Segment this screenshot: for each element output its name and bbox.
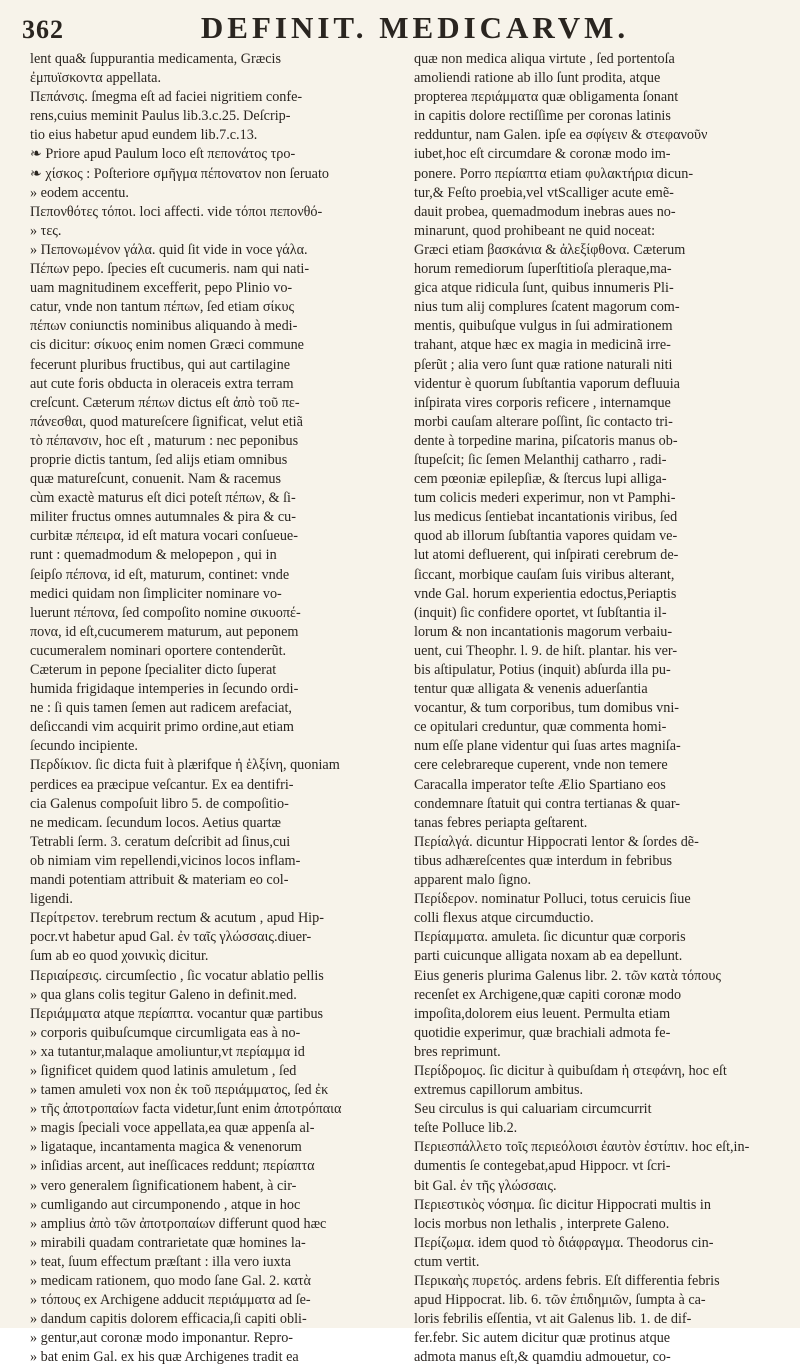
text-line: cucumeralem nominari oportere contenderũt.: [30, 642, 287, 659]
text-line: dauit probea, quemadmodum inebras aues no-: [414, 203, 676, 220]
text-line: Περιεστικὸς νόσημα. ſic dicitur Hippocrati multis in: [414, 1196, 711, 1213]
text-line: dumentis ſe contegebat,apud Hippocr. vt ſcri-: [414, 1158, 671, 1175]
text-line: mandi potentiam attribuit & materiam eo col-: [30, 872, 289, 889]
text-line: τὸ πέπανσιν, hoc eſt , maturum : nec peponibus: [30, 432, 299, 449]
text-line: » cumligando aut circumponendo , atque in hoc: [30, 1196, 301, 1213]
text-line: ſiccant, morbique cauſam ſuis viribus alterant,: [414, 566, 675, 583]
text-line: tentur quæ alligata & venenis aduerſantia: [414, 681, 648, 698]
text-line: Πεπονθότες τόποι. loci affecti. vide τόποι πεπονθό-: [30, 203, 323, 220]
text-line: colli flexus atque circumductio.: [414, 910, 594, 927]
text-line: videntur è quorum ſubſtantia vaporum defluuia: [414, 375, 680, 392]
text-line: tanas febres periapta geſtarent.: [414, 814, 588, 831]
text-line: Περίδερον. nominatur Polluci, totus ceruicis ſiue: [414, 891, 691, 908]
text-line: » τῆς ἀποτροπαίων facta videtur,ſunt enim ἀποτρόπαια: [30, 1101, 342, 1118]
text-line: tibus adhæreſcentes quæ interdum in febribus: [414, 852, 673, 869]
page-header: [22, 10, 778, 50]
text-line: recenſet ex Archigene,quæ capiti coronæ modo: [414, 986, 682, 1003]
text-line: bis aſtipulatur, Potius (inquit) abſurda illa pu-: [414, 662, 671, 678]
text-line: nius tum alij complures ſcatent magorum com-: [414, 299, 680, 316]
text-line: deſiccandi vim acquirit primo ordine,aut etiam: [30, 719, 294, 736]
text-line: locis morbus non lethalis , interprete Galeno.: [414, 1215, 670, 1232]
text-line: ob nimiam vim repellendi,vicinos locos inflam-: [30, 852, 301, 869]
text-line: ſtupeſcit; ſic ſemen Melanthij catharro , radi-: [414, 451, 667, 468]
text-line: quæ non medica aliqua virtute , ſed portentoſa: [414, 51, 675, 67]
text-line: » mirabili quadam contrarietate quæ homines la-: [30, 1234, 306, 1251]
text-line: apud Hippocrat. lib. 6. τῶν ἐπιδημιῶν, ſumpta à ca-: [414, 1292, 706, 1309]
text-line: creſcunt. Cæterum πέπων dictus eſt ἀπὸ τοῦ πε-: [30, 394, 300, 411]
text-line: » eodem accentu.: [30, 184, 129, 201]
text-line: apparent malo ſigno.: [414, 872, 532, 889]
text-line: perdices ea præcipue veſcantur. Ex ea dentifri-: [30, 776, 294, 793]
text-line: propterea περιάμματα quæ obligamenta ſonant: [414, 89, 679, 106]
text-line: » qua glans colis tegitur Galeno in definit.med.: [30, 986, 297, 1003]
text-line: Caracalla imperator teſte Ælio Spartiano eos: [414, 776, 666, 793]
text-line: cùm exactè maturus eſt dici poteſt πέπων, & ſi-: [30, 490, 296, 507]
text-line: » teat, ſuum effectum præſtant : illa vero iuxta: [30, 1253, 291, 1270]
text-line: tur,& Feſto proebia,vel vtScalliger acute emẽ-: [414, 184, 674, 201]
text-line: mentis, quibuſque vulgus in ſui admirationem: [414, 318, 673, 335]
left-column: [30, 50, 380, 1367]
text-line: Πεπάνσις. ſmegma eſt ad faciei nigritiem confe-: [30, 89, 303, 106]
text-line: parti cuicunque alligata noxam ab ea depellunt.: [414, 948, 683, 965]
text-line: Tetrabli ſerm. 3. ceratum deſcribit ad ſinus,cui: [30, 833, 291, 850]
text-line: dente à torpedine marina, piſcatoris manus ob-: [414, 432, 678, 449]
text-line: Seu circulus is qui caluariam circumcurrit: [414, 1101, 652, 1118]
text-line: Græci etiam βασκάνια & ἀλεξίφθονα. Cæterum: [414, 241, 686, 258]
text-line: Περικαὴς πυρετός. ardens febris. Eſt differentia febris: [414, 1273, 720, 1289]
text-line: cis dicitur: σίκυος enim nomen Græci commune: [30, 337, 304, 354]
text-line: » magis ſpeciali voce appellata,ea quæ appenſa al-: [30, 1120, 315, 1137]
text-line: amoliendi ratione ab illo ſunt prodita, atque: [414, 70, 661, 87]
text-line: aut cute foris obducta in oleraceis extra terram: [30, 375, 294, 392]
text-line: morbi cauſam alterare poſſint, ſic contacto tri-: [414, 413, 673, 430]
text-line: lent qua& ſuppurantia medicamenta, Græcis: [30, 51, 281, 67]
running-head: DEFINIT. MEDICARVM.: [200, 10, 630, 45]
text-line: gica atque ridicula ſunt, quibus innumeris Pli-: [414, 280, 674, 297]
text-line: rens,cuius meminit Paulus lib.3.c.25. Deſcrip-: [30, 108, 291, 125]
text-line: inſpirata vires corporis reficere , internamque: [414, 394, 671, 411]
text-line: » Πεπονωμένον γάλα. quid ſit vide in voce γάλα.: [30, 241, 308, 258]
text-line: tio eius habetur apud eundem lib.7.c.13.: [30, 127, 258, 144]
folio-number: 362: [22, 15, 64, 44]
text-line: Eius generis plurima Galenus libr. 2. τῶν κατὰ τόπους: [414, 967, 722, 984]
text-line: pocr.vt habetur apud Gal. ἐν ταῖς γλώσσαις.diuer-: [30, 929, 312, 946]
text-line: ἐμπυϊσκοντα appellata.: [30, 70, 161, 87]
text-line: curbitæ πέπειρα, id eſt matura vocari conſueue-: [30, 528, 298, 545]
text-line: » bat enim Gal. ex his quæ Archigenes tradit ea: [30, 1349, 299, 1366]
text-line: » vero generalem ſignificationem habent, à cir-: [30, 1177, 297, 1194]
text-line: (inquit) ſic confidere oportet, vt ſubſtantia il-: [414, 604, 667, 621]
text-line: runt : quemadmodum & melopepon , qui in: [30, 547, 277, 564]
text-line: ligendi.: [30, 891, 73, 908]
text-line: condemnare ſtatuit qui contra tertianas & quar-: [414, 795, 681, 812]
text-line: » ligataque, incantamenta magica & venenorum: [30, 1139, 302, 1156]
text-line: » tamen amuleti vox non ἐκ τοῦ περιάμματος, ſed ἐκ: [30, 1082, 329, 1099]
text-line: horum remediorum ſuperſtitioſa pleraque,ma-: [414, 261, 672, 278]
text-line: cia Galenus compoſuit libro 5. de compoſitio-: [30, 795, 289, 812]
text-line: tum colicis mederi experimur, non vt Pamphi-: [414, 490, 676, 507]
text-line: vocantur, & tum corporibus, tum domibus vni-: [414, 700, 680, 717]
text-line: loris febrilis eſſentia, vt ait Galenus lib. 1. de dif-: [414, 1311, 692, 1328]
text-line: medici quidam non ſimpliciter nominare vo-: [30, 585, 282, 602]
text-line: minarunt, quod prohibeant ne quid noceat:: [414, 222, 656, 239]
text-line: quotidie experimur, quæ brachiali admota fe-: [414, 1024, 671, 1041]
text-line: trahant, atque hæc ex magia in medicinã irre-: [414, 337, 671, 354]
text-line: teſte Polluce lib.2.: [414, 1120, 518, 1137]
text-line: ſum ab eo quod χοινικὶς dicitur.: [30, 948, 209, 965]
text-line: ſecundo incipiente.: [30, 738, 138, 755]
text-line: πέπων coniunctis nominibus aliquando à medi-: [30, 318, 298, 335]
text-line: Cæterum in pepone ſpecialiter dicto ſuperat: [30, 662, 277, 678]
text-line: quæ matureſcunt, conuenit. Nam & racemus: [30, 471, 281, 488]
text-line: ponere. Porro περίαπτα etiam φυλακτήρια dicun-: [414, 165, 694, 182]
text-line: uam magnitudinem excefferit, pepo Plinio vo-: [30, 280, 293, 297]
text-line: » ſignificet quidem quod latinis amuletum , ſed: [30, 1062, 297, 1079]
text-line: πάνεσθαι, quod matureſcere ſignificat, velut etiã: [30, 413, 303, 430]
text-line: num eſſe plane videntur qui ſuas artes magniſa-: [414, 738, 681, 755]
text-line: Περιεσπάλλετο τοῖς περιεόλοισι ἐαυτὸν ἐστίπιν. hoc eſt,in-: [414, 1139, 750, 1156]
text-line: Περίαλγά. dicuntur Hippocrati lentor & ſordes dẽ-: [414, 833, 699, 850]
text-line: » xa tutantur,malaque amoliuntur,vt περίαμμα id: [30, 1043, 305, 1060]
text-line: quod ab illorum ſubſtantia vapores quidam ve-: [414, 528, 678, 545]
text-line: lus medicus ſentiebat incantationis viribus, ſed: [414, 509, 678, 526]
text-line: Πέπων pepo. ſpecies eſt cucumeris. nam qui nati-: [30, 261, 310, 278]
text-line: fer.febr. Sic autem dicitur quæ protinus atque: [414, 1330, 671, 1347]
text-line: iubet,hoc eſt circumdare & coronæ modo im-: [414, 146, 671, 163]
text-line: » τες.: [30, 222, 62, 239]
text-line: ne medicam. ſecundum locos. Aetius quartæ: [30, 814, 281, 831]
text-line: militer fructus omnes autumnales & pira & cu-: [30, 509, 296, 526]
text-line: vnde Gal. horum experientia edoctus,Periaptis: [414, 585, 677, 602]
text-line: proprie dictis tantum, ſed alijs etiam omnibus: [30, 451, 288, 468]
text-line: admota manus eſt,& quamdiu admouetur, co-: [414, 1349, 671, 1366]
text-line: » τόπους ex Archigene adducit περιάμματα ad ſe-: [30, 1292, 311, 1309]
text-line: ❧ χίσκος : Poſteriore σμῆγμα πέπονατον non ſeruato: [30, 165, 330, 182]
text-line: pſerũt ; alia vero ſunt quæ ratione naturali niti: [414, 356, 673, 373]
text-line: Περίδρομος. ſic dicitur à quibuſdam ἡ στεφάνη, hoc eſt: [414, 1062, 727, 1079]
text-line: Περιαίρεσις. circumſectio , ſic vocatur ablatio pellis: [30, 967, 324, 984]
text-line: humida frigidaque intemperies in ſecundo ordi-: [30, 681, 299, 698]
text-line: luerunt πέπονα, ſed compoſito nomine σικυοπέ-: [30, 604, 301, 621]
text-line: lorum & non incantationis magorum verbaiu-: [414, 623, 673, 640]
text-line: Περίζωμα. idem quod τὸ διάφραγμα. Theodorus cin-: [414, 1234, 714, 1251]
text-line: cere celebrareque cuperent, vnde non temere: [414, 757, 668, 774]
text-line: in capitis dolore rectiſſime per coronas latinis: [414, 108, 671, 125]
text-line: » amplius ἀπὸ τῶν ἀποτροπαίων differunt quod hæc: [30, 1215, 327, 1232]
text-line: πονα, id eſt,cucumerem maturum, aut peponem: [30, 623, 299, 640]
text-line: redduntur, nam Galen. ipſe ea σφίγειν & στεφανοῦν: [414, 127, 708, 144]
text-line: ctum vertit.: [414, 1253, 480, 1270]
right-column: [414, 50, 764, 1367]
text-line: impoſita,dolorem eius leuent. Permulta etiam: [414, 1005, 671, 1022]
text-line: » corporis quibuſcumque circumligata eas à no-: [30, 1024, 301, 1041]
text-line: » gentur,aut coronæ modo imponantur. Repro-: [30, 1330, 294, 1347]
text-line: fecerunt pluribus fructibus, qui aut cartilagine: [30, 356, 291, 373]
text-line: ne : ſi quis tamen ſemen aut radicem arefaciat,: [30, 700, 292, 717]
text-line: » inſidias arcent, aut ineſſicaces reddunt; περίαπτα: [30, 1158, 315, 1175]
text-line: ce opitulari creduntur, quæ commenta homi-: [414, 719, 667, 736]
text-line: Περίτρετον. terebrum rectum & acutum , apud Hip-: [30, 910, 324, 927]
text-line: cem pœoniæ epilepſiæ, & ſtercus lupi alliga-: [414, 471, 667, 488]
text-line: » medicam rationem, quo modo ſane Gal. 2. κατὰ: [30, 1273, 311, 1289]
text-line: Περιάμματα atque περίαπτα. vocantur quæ partibus: [30, 1005, 324, 1022]
text-line: lut atomi defluerent, qui inſpirati cerebrum de-: [414, 547, 679, 564]
text-line: ſeipſo πέπονα, id eſt, maturum, continet: vnde: [30, 566, 290, 583]
text-line: bres reprimunt.: [414, 1043, 501, 1060]
text-line: bit Gal. ἐν τῆς γλώσσαις.: [414, 1177, 557, 1194]
text-line: ❧ Priore apud Paulum loco eſt πεπονάτος τρο-: [30, 146, 296, 163]
text-line: Περίαμματα. amuleta. ſic dicuntur quæ corporis: [414, 929, 686, 946]
text-line: uent, cui Theophr. l. 9. de hiſt. plantar. his ver-: [414, 642, 678, 659]
text-line: catur, vnde non tantum πέπων, ſed etiam σίκυς: [30, 299, 295, 316]
text-line: extremus capillorum ambitus.: [414, 1082, 584, 1099]
text-line: » dandum capitis dolorem efficacia,ſi capiti obli-: [30, 1311, 307, 1328]
text-line: Περδίκιον. ſic dicta fuit à plærifque ἡ ἑλξίνη, quoniam: [30, 757, 340, 774]
